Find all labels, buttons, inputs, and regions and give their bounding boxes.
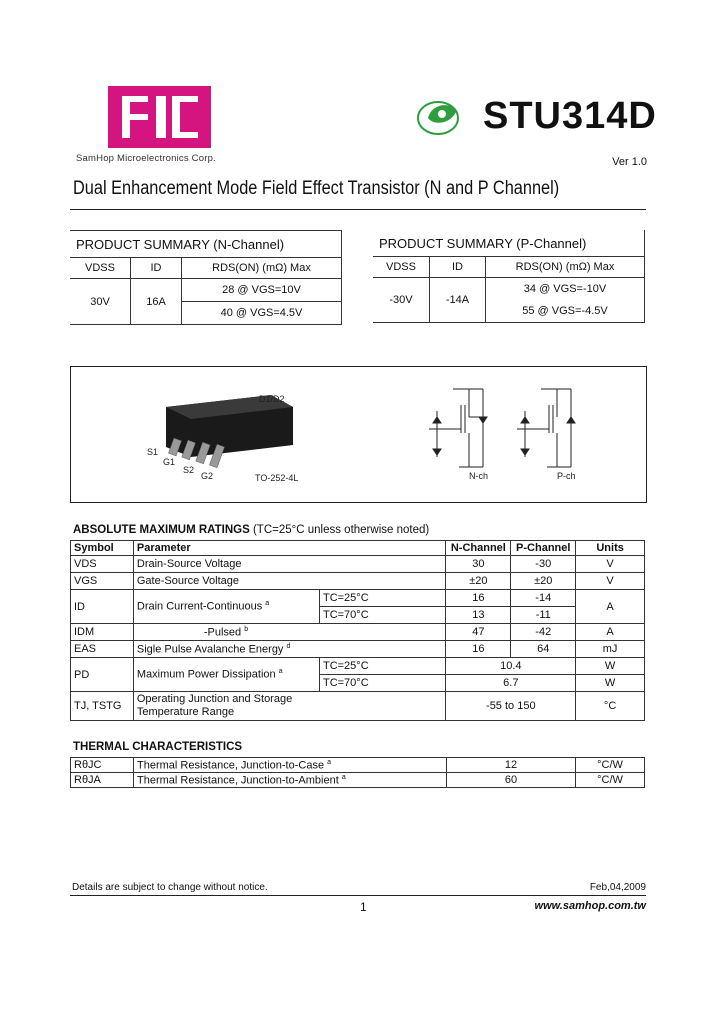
table-row: PD Maximum Power Dissipation $^a$ TC=25°C 10.4 W [71,658,645,675]
table-row: ID Drain Current-Continuous $^a$ TC=25°C 16 -14 A [71,590,645,607]
summary-n-vdss: 30V [70,279,131,325]
summary-n-rds2: 40 @ VGS=4.5V [182,302,342,325]
summary-n-vdss-head: VDSS [70,258,131,279]
summary-n-rds1: 28 @ VGS=10V [182,279,342,302]
table-row: RθJA Thermal Resistance, Junction-to-Ambient $^a$ 60 °C/W [71,773,645,788]
table-row: RθJC Thermal Resistance, Junction-to-Case $^a$ 12 °C/W [71,758,645,773]
company-logo [108,86,211,148]
pin-label-g2: G2 [201,471,214,481]
table-row: VDS Drain-Source Voltage 30 -30 V [71,556,645,573]
footer-note: Details are subject to change without notice. [72,882,268,893]
title-rule [70,209,646,210]
col-pch: P-Channel [511,541,576,556]
schematic-pch-icon [517,389,575,467]
summary-p-heading: PRODUCT SUMMARY (P-Channel) [373,230,645,257]
logo-mark-icon [108,86,211,148]
company-name: SamHop Microelectronics Corp. [76,153,216,164]
col-parameter: Parameter [133,541,446,556]
pin-label-d: D1/D2 [259,394,285,404]
col-nch: N-Channel [446,541,511,556]
version-label: Ver 1.0 [612,156,647,168]
summary-n-heading: PRODUCT SUMMARY (N-Channel) [70,231,342,258]
summary-p-id: -14A [430,278,486,323]
summary-n-table [70,230,342,325]
summary-n-id: 16A [131,279,182,325]
table-row: TC=70°C 6.7 W [71,675,645,692]
summary-p-rds2: 55 @ VGS=-4.5V [486,300,645,323]
part-number: STU314D [483,95,657,137]
table-row: TJ, TSTG Operating Junction and Storage Temperature Range -55 to 150 °C [71,692,645,721]
abs-max-table [70,540,645,721]
summary-p-table [373,230,645,323]
footer-url[interactable]: www.samhop.com.tw [534,900,646,912]
package-illustration [71,367,646,502]
pin-label-s1: S1 [147,447,159,457]
table-row: TC=70°C 13 -11 [71,607,645,624]
abs-max-heading: ABSOLUTE MAXIMUM RATINGS (TC=25°C unless otherwise noted) [73,524,430,536]
summary-n-rds-head: RDS(ON) (mΩ) Max [182,258,342,279]
summary-n-id-head: ID [131,258,182,279]
col-symbol: Symbol [71,541,134,556]
package-diagram-box [70,366,647,503]
package-name: TO-252-4L [255,473,299,483]
nch-label: N-ch [469,471,489,481]
summary-p-id-head: ID [430,257,486,278]
table-row: VGS Gate-Source Voltage ±20 ±20 V [71,573,645,590]
pin-label-g1: G1 [163,457,176,467]
table-row: IDM -Pulsed $^b$ 47 -42 A [71,624,645,641]
col-units: Units [576,541,645,556]
green-leaf-icon [410,96,466,138]
footer-rule [70,895,646,896]
summary-p-rds1: 34 @ VGS=-10V [486,278,645,301]
pch-label: P-ch [557,471,576,481]
thermal-table [70,757,645,788]
abs-max-note: (TC=25°C unless otherwise noted) [252,524,430,536]
pin-label-s2: S2 [183,465,195,475]
summary-p-vdss: -30V [373,278,430,323]
table-row: EAS Sigle Pulse Avalanche Energy $^d$ 16 64 mJ [71,641,645,658]
summary-p-rds-head: RDS(ON) (mΩ) Max [486,257,645,278]
document-title: Dual Enhancement Mode Field Effect Transistor (N and P Channel) [73,178,560,199]
thermal-heading: THERMAL CHARACTERISTICS [73,741,243,753]
page-number: 1 [360,900,367,914]
summary-p-vdss-head: VDSS [373,257,430,278]
schematic-nch-icon [429,389,487,467]
footer-date: Feb,04,2009 [589,882,646,893]
